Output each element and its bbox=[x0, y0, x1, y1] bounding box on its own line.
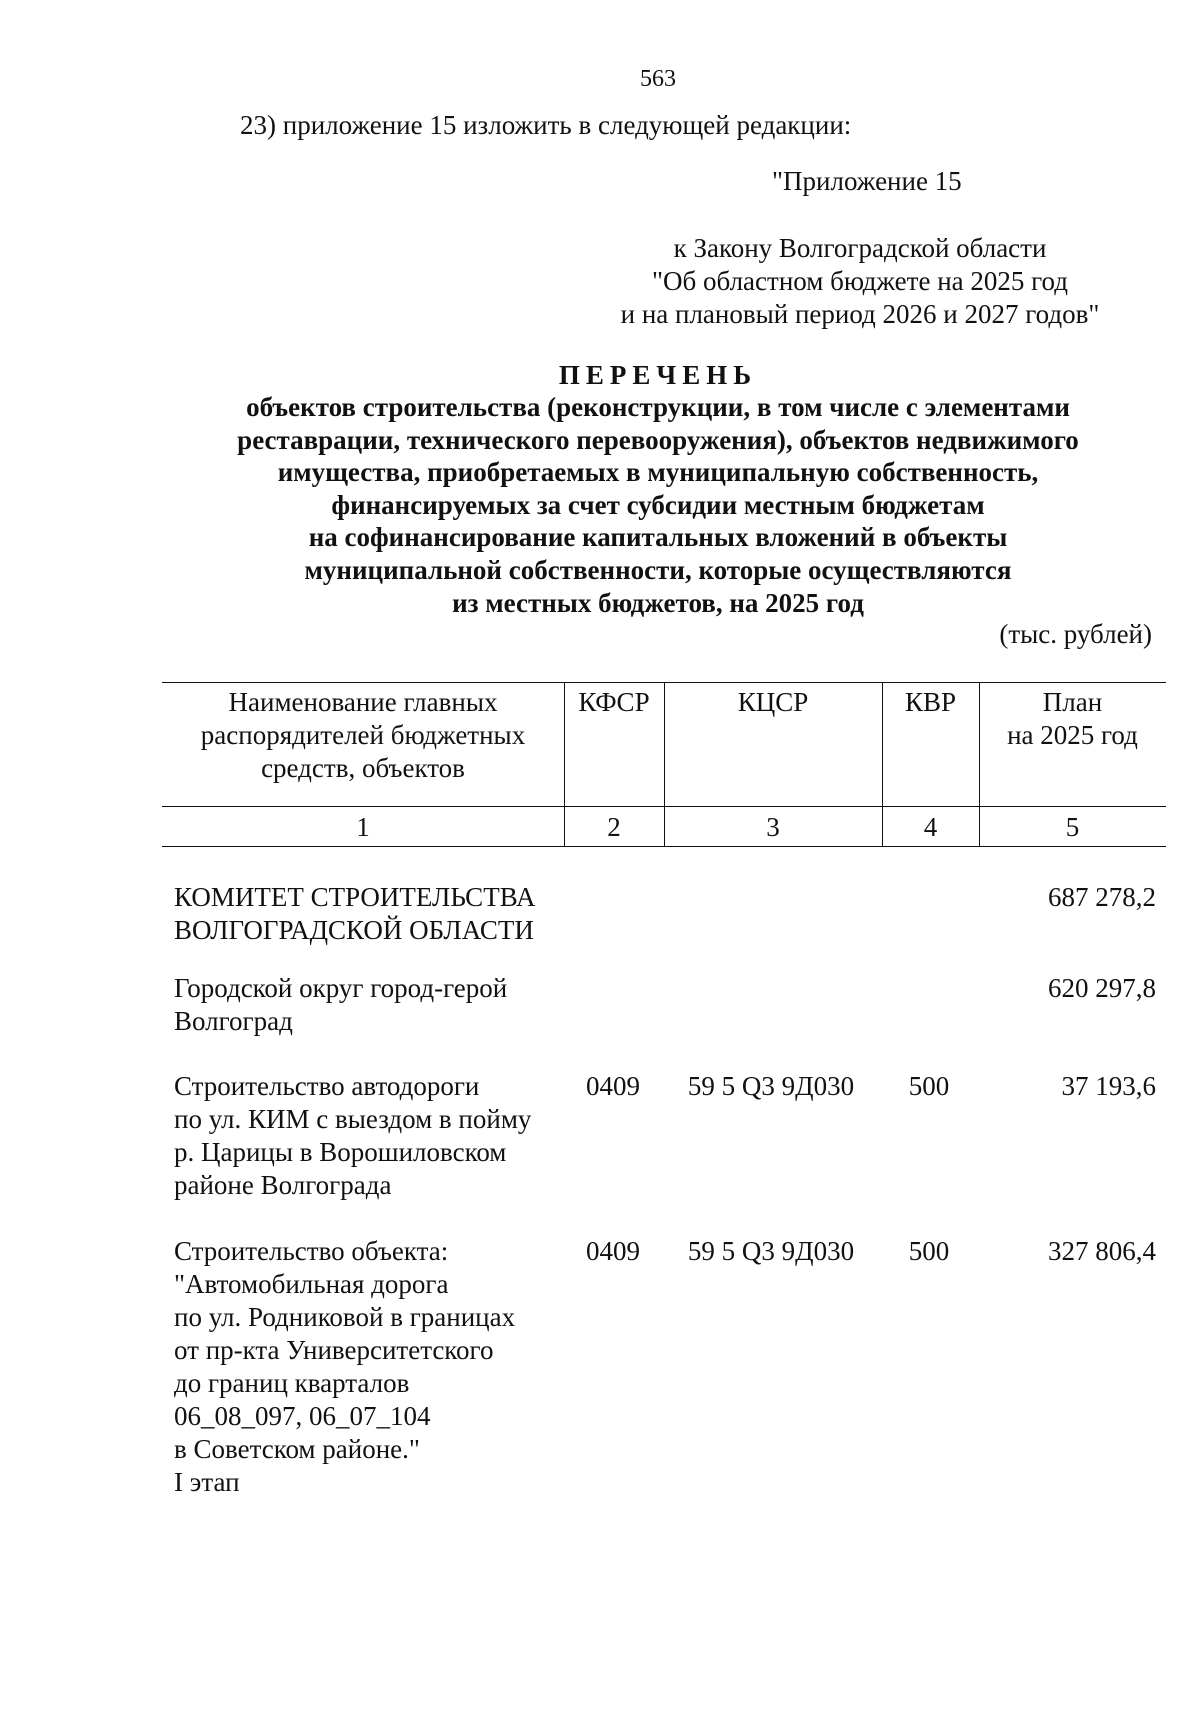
column-index: 3 bbox=[766, 812, 780, 842]
subtitle-line: на софинансирование капитальных вложений в объекты bbox=[308, 522, 1008, 553]
name-line: Городской округ город-герой bbox=[174, 973, 508, 1003]
annex-ref-line: "Об областном бюджете на 2025 год bbox=[652, 266, 1068, 296]
header-line: распорядителей бюджетных bbox=[200, 720, 526, 750]
header-name bbox=[162, 686, 564, 785]
index-bottom-rule bbox=[162, 846, 1166, 847]
header-kvr: КВР bbox=[904, 687, 957, 717]
name-line: I этап bbox=[174, 1467, 240, 1497]
row-name bbox=[174, 1070, 564, 1202]
subtitle-line: реставрации, технического перевооружения), объектов недвижимого bbox=[237, 424, 1079, 455]
name-line: районе Волгограда bbox=[174, 1170, 392, 1200]
header-line: План bbox=[1042, 687, 1103, 717]
row-plan: 687 278,2 bbox=[1048, 882, 1156, 912]
name-line: от пр-кта Университетского bbox=[174, 1335, 494, 1365]
header-plan bbox=[979, 686, 1166, 752]
name-line: Строительство объекта: bbox=[174, 1236, 449, 1266]
header-line: на 2025 год bbox=[1007, 720, 1138, 750]
name-line: до границ кварталов bbox=[174, 1368, 410, 1398]
row-name bbox=[174, 1235, 564, 1499]
column-index: 4 bbox=[923, 812, 938, 842]
header-kfsr: КФСР bbox=[578, 687, 650, 717]
row-plan: 327 806,4 bbox=[1048, 1236, 1156, 1266]
header-line: Наименование главных bbox=[228, 687, 498, 717]
name-line: ВОЛГОГРАДСКОЙ ОБЛАСТИ bbox=[174, 915, 534, 945]
row-kvr: 500 bbox=[908, 1236, 950, 1266]
subtitle-line: финансируемых за счет субсидии местным бюджетам bbox=[331, 489, 985, 520]
annex-ref-line: и на плановый период 2026 и 2027 годов" bbox=[620, 299, 1100, 329]
list-subtitle bbox=[150, 391, 1166, 619]
row-name bbox=[174, 881, 564, 947]
name-line: Волгоград bbox=[174, 1006, 293, 1036]
units-label: (тыс. рублей) bbox=[999, 619, 1152, 649]
column-index: 5 bbox=[1065, 812, 1080, 842]
annex-reference bbox=[560, 232, 1160, 331]
row-name bbox=[174, 972, 564, 1038]
page-number: 563 bbox=[640, 66, 676, 92]
subtitle-line: муниципальной собственности, которые осуществляются bbox=[304, 554, 1012, 585]
name-line: в Советском районе." bbox=[174, 1434, 420, 1464]
amendment-instruction: 23) приложение 15 изложить в следующей редакции: bbox=[240, 110, 852, 140]
name-line: "Автомобильная дорога bbox=[174, 1269, 449, 1299]
row-kvr: 500 bbox=[908, 1071, 950, 1101]
name-line: р. Царицы в Ворошиловском bbox=[174, 1137, 507, 1167]
subtitle-line: из местных бюджетов, на 2025 год bbox=[452, 587, 864, 618]
annex-ref-line: к Закону Волгоградской области bbox=[673, 233, 1047, 263]
list-heading: ПЕРЕЧЕНЬ bbox=[558, 360, 758, 390]
subtitle-line: имущества, приобретаемых в муниципальную собственность, bbox=[277, 457, 1039, 488]
name-line: по ул. КИМ с выездом в пойму bbox=[174, 1104, 532, 1134]
row-kcsr: 59 5 Q3 9Д030 bbox=[687, 1071, 855, 1101]
subtitle-line: объектов строительства (реконструкции, в том числе с элементами bbox=[246, 392, 1070, 422]
annex-title: "Приложение 15 bbox=[772, 166, 962, 196]
row-plan: 620 297,8 bbox=[1048, 973, 1156, 1003]
row-kfsr: 0409 bbox=[586, 1236, 640, 1266]
name-line: 06_08_097, 06_07_104 bbox=[174, 1401, 431, 1431]
column-index: 2 bbox=[607, 812, 621, 842]
row-kfsr: 0409 bbox=[586, 1071, 640, 1101]
column-index: 1 bbox=[356, 812, 370, 842]
header-kcsr: КЦСР bbox=[737, 687, 809, 717]
name-line: КОМИТЕТ СТРОИТЕЛЬСТВА bbox=[174, 882, 536, 912]
name-line: по ул. Родниковой в границах bbox=[174, 1302, 516, 1332]
row-kcsr: 59 5 Q3 9Д030 bbox=[687, 1236, 855, 1266]
header-line: средств, объектов bbox=[261, 753, 465, 783]
budget-table bbox=[162, 682, 1166, 1692]
name-line: Строительство автодороги bbox=[174, 1071, 480, 1101]
row-plan: 37 193,6 bbox=[1061, 1071, 1156, 1101]
